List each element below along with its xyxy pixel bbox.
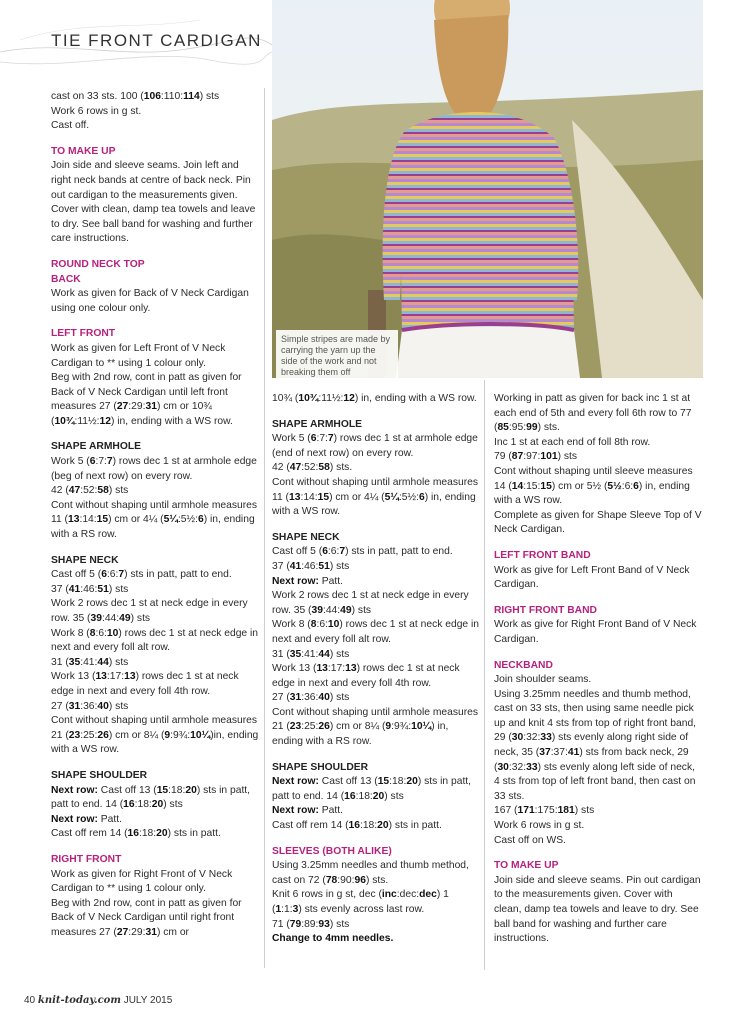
pattern-paragraph: Work as given for Left Front of V Neck Cardigan to ** using 1 colour only. [51,342,226,369]
column-divider [484,380,485,970]
pattern-paragraph: Cast off. [51,120,90,132]
section-heading: SHAPE ARMHOLE [272,418,363,430]
text-column-1 [51,90,259,940]
page-title: TIE FRONT CARDIGAN [51,31,262,50]
section-heading: TO MAKE UP [51,145,116,157]
pattern-paragraph: Join shoulder seams. [494,674,592,686]
section-heading: ROUND NECK TOP [51,258,145,270]
photo-caption: Simple stripes are made by carrying the yarn up the side of the work and not breaking them off [276,330,398,382]
pattern-paragraph: 42 (47:52:58) sts. [272,462,353,474]
pattern-paragraph: Change to 4mm needles. [272,933,394,945]
pattern-paragraph: Beg with 2nd row, cont in patt as given for Back of V Neck Cardigan until right front measures 27 (27:29:31) cm or [51,897,242,938]
pattern-paragraph: Cast off rem 14 (16:18:20) sts in patt. [272,820,442,832]
pattern-paragraph: Cast off 5 (6:6:7) sts in patt, patt to end. [51,569,232,581]
pattern-paragraph: Cont without shaping until armhole measures 21 (23:25:26) cm or 8¼ (9:9¾:10¼) in, ending with a RS row. [272,706,479,748]
pattern-paragraph: Work 2 rows dec 1 st at neck edge in every row. 35 (39:44:49) sts [272,590,469,616]
pattern-paragraph: 27 (31:36:40) sts [51,700,129,712]
pattern-paragraph: Work 5 (6:7:7) rows dec 1 st at armhole edge (end of next row) on every row. [272,433,478,459]
pattern-paragraph: Beg with 2nd row, cont in patt as given for Back of V Neck Cardigan until left front measures 27 (27:29:31) cm or 10¾ (10¾:11½:12) in, ending with a WS row. [51,372,242,427]
pattern-paragraph: Cont without shaping until armhole measures 11 (13:14:15) cm or 4¼ (5¼:5½:6) in, ending with a RS row. [51,499,258,541]
pattern-paragraph: 42 (47:52:58) sts [51,485,129,497]
page-number: 40 [24,995,36,1006]
pattern-paragraph: Next row: Cast off 13 (15:18:20) sts in patt, patt to end. 14 (16:18:20) sts [51,784,251,811]
issue-date: JULY 2015 [123,995,173,1006]
section-heading: TO MAKE UP [494,860,559,872]
pattern-paragraph: Work 6 rows in g st. [494,820,585,832]
column-divider [264,88,265,968]
section-heading: LEFT FRONT BAND [494,549,591,561]
pattern-paragraph: Work as give for Right Front Band of V Neck Cardigan. [494,619,697,645]
pattern-paragraph: 31 (35:41:44) sts [272,648,350,660]
pattern-paragraph: cast on 33 sts. 100 (106:110:114) sts [51,91,220,102]
pattern-paragraph: Work as given for Back of V Neck Cardigan using one colour only. [51,288,249,314]
pattern-paragraph: 27 (31:36:40) sts [272,692,350,704]
pattern-paragraph: Working in patt as given for back inc 1 st at each end of 5th and every foll 6th row to 77 (85:95:99) sts. [494,393,692,434]
section-heading: SHAPE NECK [51,554,119,566]
pattern-paragraph: Work as given for Right Front of V Neck Cardigan to ** using 1 colour only. [51,868,233,895]
cardigan-photo [272,0,703,378]
pattern-paragraph: Work 8 (8:6:10) rows dec 1 st at neck edge in next and every foll alt row. [272,619,480,645]
pattern-paragraph: Using 3.25mm needles and thumb method, cast on 33 sts, then using same needle pick up and knit 4 sts from top of right front band, 29 (30:32:33) sts evenly along right side of neck, 35 (37:37:41) sts from back neck, 29 (30:32:33) sts evenly along left side of neck, 4 sts from top of left front band, then cast on 33 sts. [494,688,697,802]
pattern-paragraph: 167 (171:175:181) sts [494,805,595,817]
pattern-paragraph: Work 13 (13:17:13) rows dec 1 st at neck edge in next and every foll 4th row. [51,671,239,697]
pattern-paragraph: 37 (41:46:51) sts [51,583,129,595]
pattern-paragraph: Join side and sleeve seams. Join left and right neck bands at centre of back neck. Pin out cardigan to the measurements given. Cover with clean, damp tea towels and leave to dry. See ball band for washing and further care instructions. [51,160,256,245]
pattern-paragraph: Next row: Patt. [272,575,343,587]
section-heading: SHAPE ARMHOLE [51,441,142,453]
pattern-paragraph: 31 (35:41:44) sts [51,656,129,668]
pattern-paragraph: 79 (87:97:101) sts [494,451,578,463]
pattern-paragraph: Work as give for Left Front Band of V Neck Cardigan. [494,564,690,591]
pattern-paragraph: Knit 6 rows in g st, dec (inc:dec:dec) 1 (1:1:3) sts evenly across last row. [272,889,449,915]
pattern-paragraph: Cont without shaping until armhole measures 21 (23:25:26) cm or 8¼ (9:9¾:10¼)in, ending with a WS row. [51,715,259,756]
section-heading: SHAPE SHOULDER [272,761,369,773]
pattern-paragraph: Work 2 rows dec 1 st at neck edge in every row. 35 (39:44:49) sts [51,598,248,624]
pattern-paragraph: Cast off rem 14 (16:18:20) sts in patt. [51,828,221,840]
site-logo: knit-today.com [37,995,121,1006]
pattern-paragraph: Work 13 (13:17:13) rows dec 1 st at neck edge in next and every foll 4th row. [272,663,460,689]
pattern-paragraph: Cast off 5 (6:6:7) sts in patt, patt to end. [272,546,453,558]
page-footer [24,995,172,1006]
section-heading: BACK [51,273,81,285]
pattern-paragraph: Next row: Cast off 13 (15:18:20) sts in patt, patt to end. 14 (16:18:20) sts [272,776,472,802]
text-column-2 [272,392,480,947]
section-heading: SLEEVES (BOTH ALIKE) [272,845,392,857]
text-column-3 [494,392,702,947]
pattern-paragraph: Work 6 rows in g st. [51,105,142,117]
pattern-paragraph: Join side and sleeve seams. Pin out cardigan to the measurements given. Cover with clean, damp tea towels and leave to dry. See ball band for washing and further care instructions. [494,874,701,945]
pattern-paragraph: Next row: Patt. [51,813,122,825]
pattern-paragraph: Next row: Patt. [272,805,343,817]
section-heading: LEFT FRONT [51,328,116,340]
pattern-paragraph: Work 8 (8:6:10) rows dec 1 st at neck edge in next and every foll alt row. [51,627,259,654]
pattern-paragraph: 71 (79:89:93) sts [272,918,350,930]
section-heading: RIGHT FRONT BAND [494,604,597,616]
pattern-paragraph: Cast off on WS. [494,834,566,846]
section-heading: RIGHT FRONT [51,853,122,865]
pattern-paragraph: Cont without shaping until sleeve measures 14 (14:15:15) cm or 5½ (5½:6:6) in, ending with a WS row. [494,465,693,507]
pattern-paragraph: 10¾ (10¾:11½:12) in, ending with a WS row. [272,393,477,404]
pattern-paragraph: Inc 1 st at each end of foll 8th row. [494,436,651,448]
pattern-paragraph: Work 5 (6:7:7) rows dec 1 st at armhole edge (beg of next row) on every row. [51,456,257,482]
pattern-paragraph: Cont without shaping until armhole measures 11 (13:14:15) cm or 4¼ (5¼:5½:6) in, ending with a WS row. [272,476,479,518]
section-heading: SHAPE NECK [272,531,340,543]
pattern-paragraph: Using 3.25mm needles and thumb method, cast on 72 (78:90:96) sts. [272,860,469,886]
section-heading: NECKBAND [494,659,553,671]
pattern-paragraph: 37 (41:46:51) sts [272,560,350,572]
section-heading: SHAPE SHOULDER [51,769,148,781]
pattern-paragraph: Complete as given for Shape Sleeve Top of V Neck Cardigan. [494,509,702,536]
